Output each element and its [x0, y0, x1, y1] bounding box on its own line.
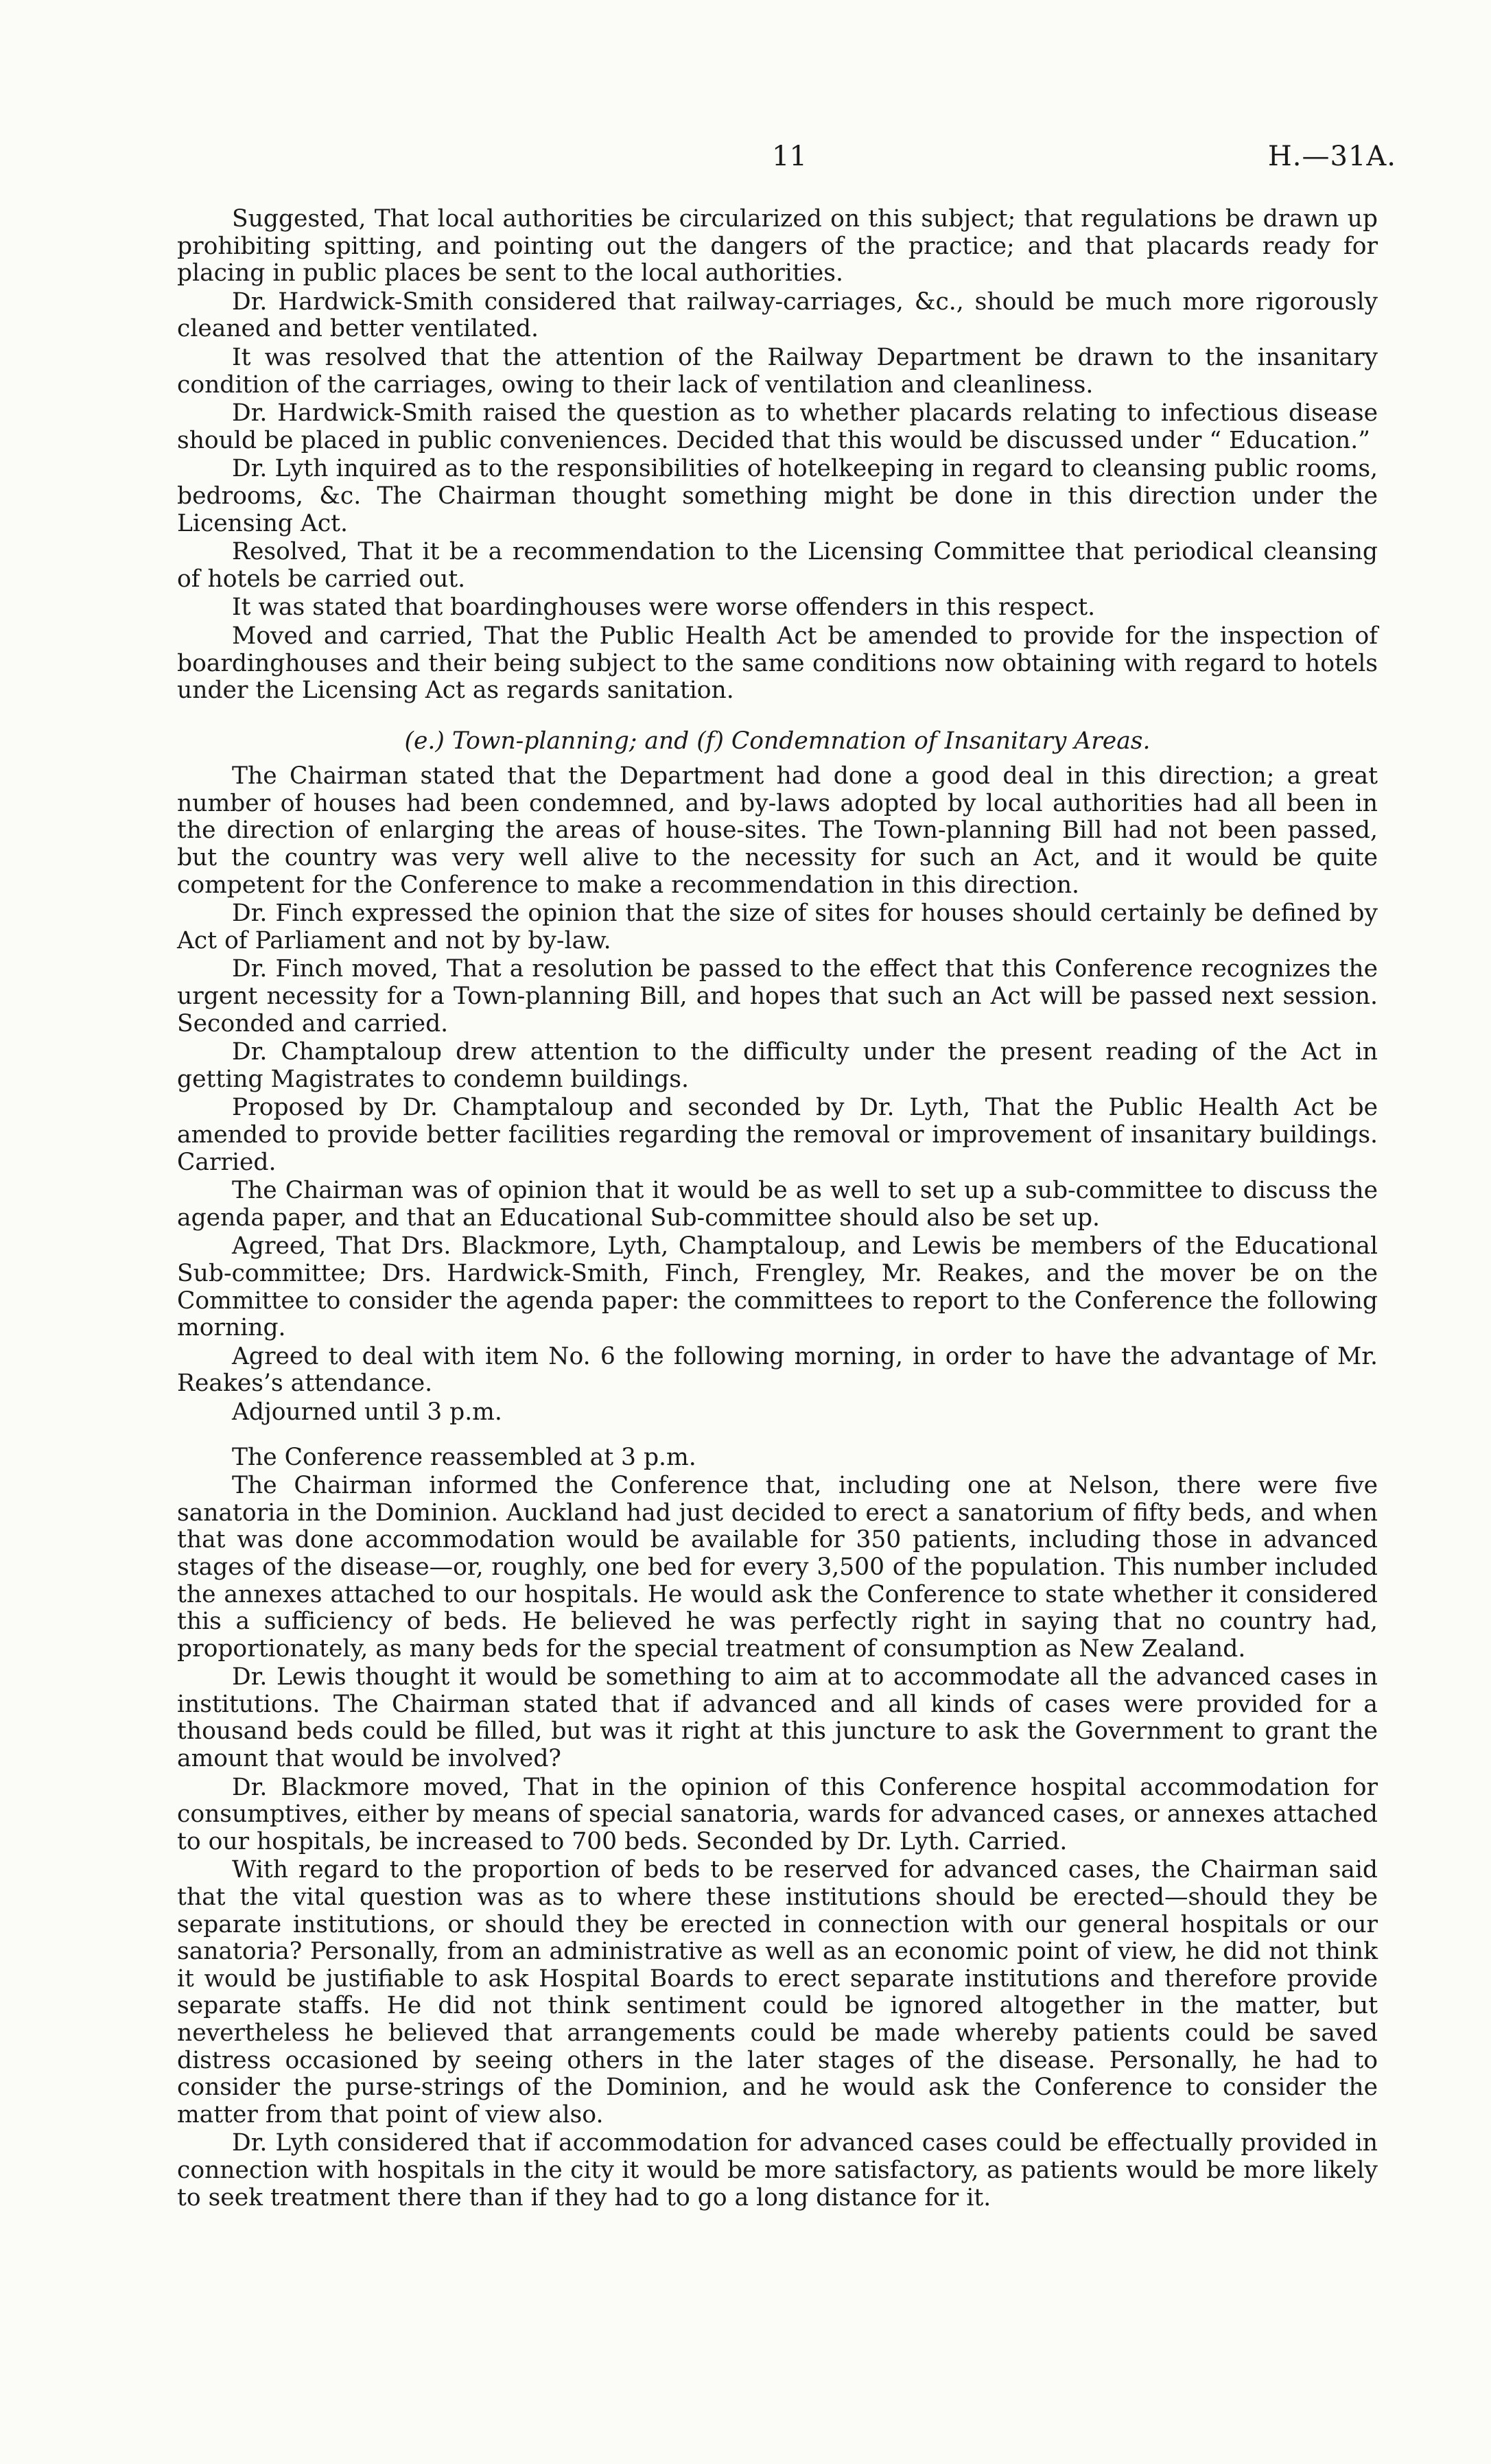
paragraph: It was resolved that the attention of the Railway Department be drawn to the insanitary condition of the carriages, owing to their lack of ventilation and cleanliness.	[177, 343, 1378, 399]
paragraph: Dr. Lyth inquired as to the responsibilities of hotelkeeping in regard to cleansing public rooms, bedrooms, &c. The Chairman thought something might be done in this direction under the Licensing Act.	[177, 455, 1378, 537]
paragraph: Resolved, That it be a recommendation to the Licensing Committee that periodical cleansing of hotels be carried out.	[177, 538, 1378, 593]
paragraph: Proposed by Dr. Champtaloup and seconded by Dr. Lyth, That the Public Health Act be amended to provide better facilities regarding the removal or improvement of insanitary buildings. Carried.	[177, 1094, 1378, 1176]
page-number: 11	[772, 141, 807, 172]
paragraph: Agreed, That Drs. Blackmore, Lyth, Champtaloup, and Lewis be members of the Educational Sub-committee; Drs. Hardwick-Smith, Finch, Frengley, Mr. Reakes, and the mover be on the Committee to consider the agenda paper: the committees to report to the Conference the following morning.	[177, 1232, 1378, 1342]
paragraph: It was stated that boardinghouses were worse offenders in this respect.	[232, 594, 1096, 622]
paragraph: Dr. Hardwick-Smith raised the question as to whether placards relating to infectious disease should be placed in public conveniences. Decided that this would be discussed under “ Education.”	[177, 399, 1378, 454]
paragraph: The Chairman was of opinion that it would be as well to set up a sub-committee to discuss the agenda paper, and that an Educational Sub-committee should also be set up.	[177, 1177, 1378, 1232]
document-reference: H.—31A.	[1267, 141, 1396, 172]
paragraph: Dr. Lyth considered that if accommodation for advanced cases could be effectually provided in connection with hospitals in the city it would be more satisfactory, as patients would be more likely to seek treatment there than if they had to go a long distance for it.	[177, 2129, 1378, 2211]
paragraph: Suggested, That local authorities be circularized on this subject; that regulations be drawn up prohibiting spitting, and pointing out the dangers of the practice; and that placards ready for placing in public places be sent to the local authorities.	[177, 205, 1378, 288]
paragraph: Moved and carried, That the Public Health Act be amended to provide for the inspection of boardinghouses and their being subject to the same conditions now obtaining with regard to hotels under the Licensing Act as regards sanitation.	[177, 622, 1378, 705]
paragraph: The Chairman stated that the Department had done a good deal in this direction; a great number of houses had been condemned, and by-laws adopted by local authorities had all been in the direction of enlarging the areas of house-sites. The Town-planning Bill had not been passed, but the country was very well alive to the necessity for such an Act, and it would be quite competent for the Conference to make a recommendation in this direction.	[177, 762, 1378, 899]
paragraph: Agreed to deal with item No. 6 the following morning, in order to have the advantage of Mr. Reakes’s attendance.	[177, 1342, 1378, 1398]
paragraph: Dr. Lewis thought it would be something to aim at to accommodate all the advanced cases in institutions. The Chairman stated that if advanced and all kinds of cases were provided for a thousand beds could be filled, but was it right at this juncture to ask the Government to grant the amount that would be involved?	[177, 1663, 1378, 1773]
paragraph: Dr. Hardwick-Smith considered that railway-carriages, &c., should be much more rigorously cleaned and better ventilated.	[177, 288, 1378, 343]
paragraph: Dr. Finch moved, That a resolution be passed to the effect that this Conference recognizes the urgent necessity for a Town-planning Bill, and hopes that such an Act will be passed next session. Seconded and carried.	[177, 955, 1378, 1037]
paragraph: Dr. Blackmore moved, That in the opinion of this Conference hospital accommodation for consumptives, either by means of special sanatoria, wards for advanced cases, or annexes attached to our hospitals, be increased to 700 beds. Seconded by Dr. Lyth. Carried.	[177, 1773, 1378, 1855]
section-heading: (e.) Town-planning; and (f) Condemnation of Insanitary Areas.	[404, 727, 1151, 755]
paragraph: Dr. Finch expressed the opinion that the size of sites for houses should certainly be defined by Act of Parliament and not by by-law.	[177, 900, 1378, 954]
paragraph: The Chairman informed the Conference that, including one at Nelson, there were five sanatoria in the Dominion. Auckland had just decided to erect a sanatorium of fifty beds, and when that was done accommodation would be available for 350 patients, including those in advanced stages of the disease—or, roughly, one bed for every 3,500 of the population. This number included the annexes attached to our hospitals. He would ask the Conference to state whether it considered this a sufficiency of beds. He believed he was perfectly right in saying that no country had, proportionately, as many beds for the special treatment of consumption as New Zealand.	[177, 1472, 1378, 1663]
paragraph: The Conference reassembled at 3 p.m.	[232, 1443, 696, 1471]
paragraph: With regard to the proportion of beds to be reserved for advanced cases, the Chairman said that the vital question was as to where these institutions should be erected—should they be separate institutions, or should they be erected in connection with our general hospitals or our sanatoria? Personally, from an administrative as well as an economic point of view, he did not think it would be justifiable to ask Hospital Boards to erect separate institutions and therefore provide separate staffs. He did not think sentiment could be ignored altogether in the matter, but nevertheless he believed that arrangements could be made whereby patients could be saved distress occasioned by seeing others in the later stages of the disease. Personally, he had to consider the purse-strings of the Dominion, and he would ask the Conference to consider the matter from that point of view also.	[177, 1856, 1378, 2128]
paragraph: Dr. Champtaloup drew attention to the difficulty under the present reading of the Act in getting Magistrates to condemn buildings.	[177, 1038, 1378, 1093]
document-body	[177, 206, 1378, 2213]
page-header	[0, 141, 1491, 182]
paragraph: Adjourned until 3 p.m.	[232, 1398, 502, 1426]
